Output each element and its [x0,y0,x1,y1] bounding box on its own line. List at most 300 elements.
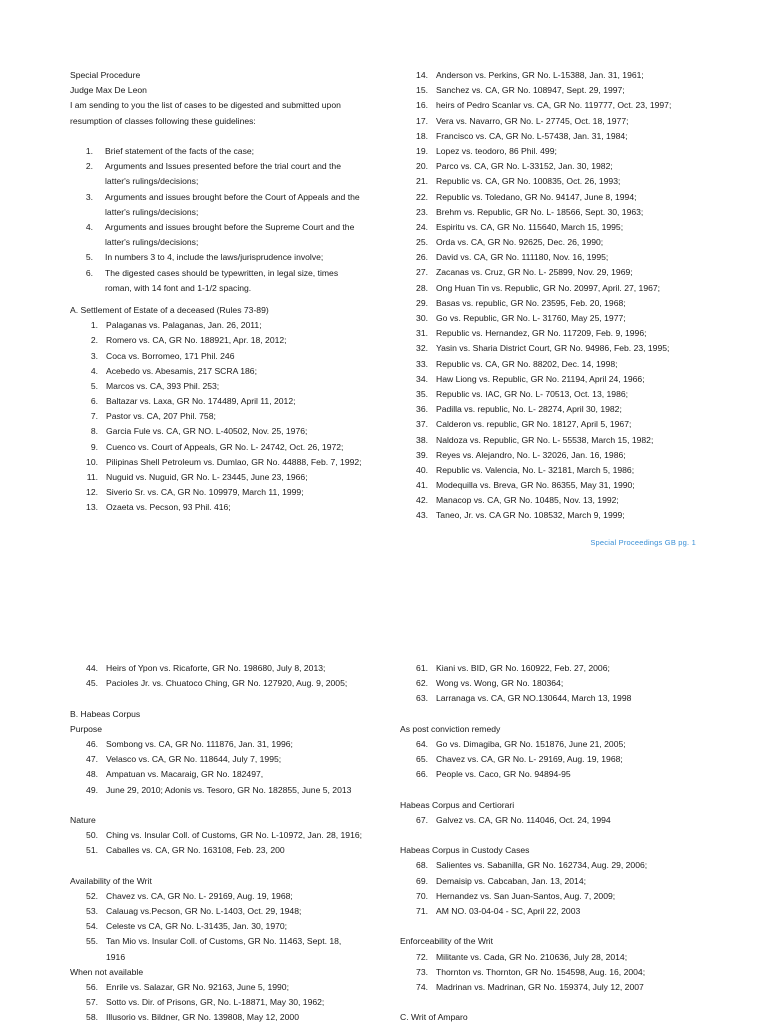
list-item [400,767,730,782]
item-text [106,980,289,995]
list-item [400,904,730,919]
item-text [436,752,623,767]
list-item [70,266,400,296]
item-text [106,394,296,409]
item-text [436,265,633,280]
list-item [400,190,730,205]
item-text [436,433,653,448]
item-line: Basas vs. republic, GR No. 23595, Feb. 20, 1968; [436,297,626,308]
item-text [105,220,354,250]
item-line: Velasco vs. CA, GR No. 118644, July 7, 1995; [106,754,282,765]
item-number: 55. [86,936,98,947]
item-line: Demaisip vs. Cabcaban, Jan. 13, 2014; [436,875,587,886]
list-item [400,357,730,372]
item-number: 51. [86,845,98,856]
item-line: Republic vs. CA, GR No. 88202, Dec. 14, 1998; [436,358,618,369]
item-number: 73. [416,966,428,977]
item-text [106,843,285,858]
list-item [70,1010,400,1025]
item-number: 47. [86,754,98,765]
item-number: 40. [416,464,428,475]
list-item [400,311,730,326]
list-item [400,478,730,493]
item-line: Padilla vs. republic, No. L- 28274, April 30, 1982; [436,404,622,415]
list-item [400,174,730,189]
list-item [70,394,400,409]
item-line: Republic vs. IAC, GR No. L- 70513, Oct. 13, 1986; [436,388,629,399]
list-item [70,220,400,250]
item-number: 68. [416,860,428,871]
item-text [106,1010,299,1025]
item-number: 24. [416,221,428,232]
item-text [436,813,611,828]
item-line: Cuenco vs. Court of Appeals, GR No. L- 24742, Oct. 26, 1972; [106,441,344,452]
list-item [400,737,730,752]
document-header [70,68,400,129]
item-number: 15. [416,85,428,96]
item-text [106,440,343,455]
item-text [436,889,615,904]
item-line: Caballes vs. CA, GR No. 163108, Feb. 23, 200 [106,845,285,856]
item-line: latter's rulings/decisions; [105,176,199,187]
item-number: 5. [90,380,98,391]
list-item [70,934,400,964]
item-text [436,387,628,402]
item-number: 1. [85,146,93,156]
item-text [105,250,323,265]
item-text [436,159,613,174]
list-item [400,433,730,448]
item-number: 63. [416,693,428,704]
list-item [70,333,400,348]
subheading-custody: Habeas Corpus in Custody Cases [400,845,530,856]
item-text [106,455,362,470]
list-item [400,889,730,904]
item-line: People vs. Caco, GR No. 94894-95 [436,769,571,780]
item-number: 7. [90,411,98,422]
item-text [106,995,324,1010]
item-line: Calderon vs. republic, GR No. 18127, April 5, 1967; [436,419,632,430]
list-item [70,767,400,782]
item-text [436,174,620,189]
list-item [400,220,730,235]
item-number: 46. [86,738,98,749]
item-number: 13. [86,502,98,513]
item-text [436,478,635,493]
item-number: 11. [86,472,98,483]
course-title: Special Procedure [70,70,141,80]
list-item [70,661,400,676]
item-number: 42. [416,495,428,506]
list-item [70,980,400,995]
item-line: Palaganas vs. Palaganas, Jan. 26, 2011; [106,320,262,331]
list-item [400,402,730,417]
item-number: 26. [416,252,428,263]
item-number: 52. [86,890,98,901]
list-item [400,296,730,311]
item-text [436,83,625,98]
item-line: Haw Liong vs. Republic, GR No. 21194, April 24, 1966; [436,373,645,384]
item-text [106,828,362,843]
item-line: Lopez vs. teodoro, 86 Phil. 499; [436,145,557,156]
item-text [436,129,628,144]
item-line: Arguments and Issues presented before the trial court and the [105,161,341,172]
list-item [400,950,730,965]
item-number: 61. [416,663,428,673]
item-line: Sotto vs. Dir. of Prisons, GR, No. L-18871, May 30, 1962; [106,997,325,1008]
item-text [436,950,627,965]
subheading-post-conviction: As post conviction remedy [400,723,501,734]
list-item [400,68,730,83]
list-item [400,417,730,432]
item-line: latter's rulings/decisions; [105,237,199,248]
list-item [70,737,400,752]
subheading-enforceability: Enforceability of the Writ [400,936,493,947]
item-line: In numbers 3 to 4, include the laws/jurisprudence involve; [105,252,324,263]
item-line: Francisco vs. CA, GR No. L-57438, Jan. 31, 1984; [436,130,628,141]
list-item [70,485,400,500]
list-item [400,980,730,995]
item-line: Kiani vs. BID, GR No. 160922, Feb. 27, 2006; [436,663,610,673]
item-number: 58. [86,1012,98,1023]
item-number: 12. [86,487,98,498]
item-text [105,159,341,189]
item-text [436,402,622,417]
item-text [436,463,634,478]
item-text [436,372,645,387]
item-line: Illusorio vs. Bildner, GR No. 139808, May 12, 2000 [106,1012,299,1023]
item-text [436,98,671,113]
item-text [436,114,629,129]
item-line: Pacioles Jr. vs. Chuatoco Ching, GR No. 127920, Aug. 9, 2005; [106,678,348,689]
list-item [70,250,400,265]
item-text [106,318,262,333]
list-item [400,448,730,463]
item-line: June 29, 2010; Adonis vs. Tesoro, GR No. 182855, June 5, 2013 [106,784,352,795]
item-number: 74. [416,982,428,992]
item-line: Salientes vs. Sabanilla, GR No. 162734, Aug. 29, 2006; [436,860,648,871]
item-number: 35. [416,388,428,399]
item-number: 56. [86,982,98,993]
item-line: Orda vs. CA, GR No. 92625, Dec. 26, 1990; [436,237,604,248]
instruction-line: resumption of classes following these guidelines: [70,115,256,126]
list-item [70,919,400,934]
item-number: 34. [416,373,428,384]
item-number: 2. [85,161,93,172]
list-item [70,379,400,394]
item-line: Nuguid vs. Nuguid, GR No. L- 23445, June 23, 1966; [106,472,308,483]
item-text [105,190,360,220]
item-line: Baltazar vs. Laxa, GR No. 174489, April 11, 2012; [106,396,296,407]
item-text [106,379,219,394]
item-number: 57. [86,997,98,1008]
item-number: 4. [85,221,93,232]
item-text [436,493,619,508]
item-text [436,737,626,752]
item-line: Republic vs. Hernandez, GR No. 117209, Feb. 9, 1996; [436,328,647,339]
list-item [400,341,730,356]
list-item [400,874,730,889]
item-number: 69. [416,875,428,886]
item-text [106,934,341,964]
item-number: 31. [416,328,428,339]
item-number: 54. [86,921,98,932]
item-text [436,341,669,356]
item-text [436,508,625,523]
list-item [70,440,400,455]
item-line: Larranaga vs. CA, GR NO.130644, March 13, 1998 [436,693,632,704]
item-line: Parco vs. CA, GR No. L-33152, Jan. 30, 1982; [436,161,613,172]
list-item [400,326,730,341]
section-a-heading: A. Settlement of Estate of a deceased (Rules 73-89) [70,304,269,315]
item-text [436,965,645,980]
item-line: Arguments and issues brought before the Court of Appeals and the [105,191,360,202]
list-item [70,843,400,858]
case-list [400,950,730,996]
item-line: Republic vs. CA, GR No. 100835, Oct. 26, 1993; [436,176,621,187]
item-line: Madrinan vs. Madrinan, GR No. 159374, July 12, 2007 [436,982,644,992]
list-item [400,691,730,706]
list-item [70,995,400,1010]
section-b-heading: B. Habeas Corpus [70,708,141,719]
item-line: Sombong vs. CA, GR No. 111876, Jan. 31, 1996; [106,738,293,749]
item-number: 64. [416,738,428,749]
item-number: 62. [416,678,428,689]
item-number: 16. [416,100,428,111]
list-item [70,144,400,159]
item-line: Heirs of Ypon vs. Ricaforte, GR No. 198680, July 8, 2013; [106,663,326,673]
item-line: Thornton vs. Thornton, GR No. 154598, Aug. 16, 2004; [436,966,646,977]
item-line: Vera vs. Navarro, GR No. L- 27745, Oct. 18, 1977; [436,115,629,126]
list-item [400,508,730,523]
list-item [400,661,730,676]
item-number: 28. [416,282,428,293]
item-number: 2. [90,335,98,346]
item-line: Acebedo vs. Abesamis, 217 SCRA 186; [106,365,257,376]
list-item [400,144,730,159]
item-line: Celeste vs CA, GR No. L-31435, Jan. 30, 1970; [106,921,288,932]
list-item [400,281,730,296]
item-number: 37. [416,419,428,430]
item-line: Brehm vs. Republic, GR No. L- 18566, Sept. 30, 1963; [436,206,644,217]
list-item [400,205,730,220]
list-item [70,318,400,333]
item-line: Wong vs. Wong, GR No. 180364; [436,678,564,689]
page2-right-column [400,661,730,1026]
item-text [106,919,287,934]
item-line: Manacop vs. CA, GR No. 10485, Nov. 13, 1992; [436,495,619,506]
item-line: Chavez vs. CA, GR No. L- 29169, Aug. 19, 1968; [106,890,293,901]
item-text [436,250,608,265]
item-text [106,333,287,348]
item-text [436,874,586,889]
case-list [400,737,730,783]
list-item [400,387,730,402]
list-item [70,159,400,189]
item-text [106,737,293,752]
item-text [106,409,216,424]
list-item [400,372,730,387]
item-line: Go vs. Republic, GR No. L- 31760, May 25, 1977; [436,313,626,323]
list-item [70,190,400,220]
item-line: Republic vs. Valencia, No. L- 32181, March 5, 1986; [436,464,635,475]
item-number: 1. [90,320,98,331]
item-number: 20. [416,161,428,172]
item-text [106,783,351,798]
item-number: 3. [90,350,98,361]
item-text [106,424,307,439]
judge-name: Judge Max De Leon [70,85,147,96]
item-number: 27. [416,267,428,278]
item-text [436,691,631,706]
item-line: Ong Huan Tin vs. Republic, GR No. 20997, April. 27, 1967; [436,282,661,293]
subheading-not-available: When not available [70,966,144,977]
list-item [400,493,730,508]
list-item [70,409,400,424]
item-number: 33. [416,358,428,369]
item-line: Chavez vs. CA, GR No. L- 29169, Aug. 19, 1968; [436,754,623,765]
item-line: Romero vs. CA, GR No. 188921, Apr. 18, 2012; [106,335,287,346]
item-number: 45. [86,678,98,689]
item-number: 6. [85,267,93,278]
list-item [70,364,400,379]
item-line: AM NO. 03-04-04 - SC, April 22, 2003 [436,906,581,917]
list-item [400,965,730,980]
item-line: Marcos vs. CA, 393 Phil. 253; [106,380,220,391]
item-text [105,144,254,159]
list-item [70,500,400,515]
subheading-purpose: Purpose [70,723,103,734]
page1-left-column [70,68,400,516]
item-text [106,349,235,364]
item-line: Galvez vs. CA, GR No. 114046, Oct. 24, 1994 [436,814,611,825]
item-line: Naldoza vs. Republic, GR No. L- 55538, March 15, 1982; [436,434,654,445]
item-text [436,858,647,873]
item-line: 1916 [106,951,126,962]
item-text [436,326,647,341]
list-item [70,455,400,470]
item-number: 65. [416,754,428,765]
list-item [70,676,400,691]
item-text [106,661,325,676]
item-text [436,357,618,372]
item-text [436,661,610,676]
list-item [70,424,400,439]
list-item [70,470,400,485]
item-line: Pastor vs. CA, 207 Phil. 758; [106,411,216,422]
item-text [436,144,557,159]
case-list [70,661,400,691]
item-line: Ozaeta vs. Pecson, 93 Phil. 416; [106,502,231,513]
item-line: The digested cases should be typewritten, in legal size, times [105,267,339,278]
item-text [106,767,263,782]
list-item [70,752,400,767]
item-text [436,417,631,432]
list-item [400,114,730,129]
item-number: 19. [416,145,428,156]
item-text [106,904,301,919]
item-line: Zacanas vs. Cruz, GR No. L- 25899, Nov. 29, 1969; [436,267,633,278]
item-text [436,205,643,220]
list-item [400,159,730,174]
list-item [400,265,730,280]
item-number: 48. [86,769,98,780]
item-number: 44. [86,663,98,673]
item-line: Militante vs. Cada, GR No. 210636, July 28, 2014; [436,951,628,962]
item-line: Go vs. Dimagiba, GR No. 151876, June 21, 2005; [436,738,626,749]
item-number: 70. [416,890,428,901]
item-text [436,235,603,250]
page-footer: Special Proceedings GB pg. 1 [590,538,696,547]
item-text [436,281,660,296]
item-number: 30. [416,313,428,323]
item-text [436,190,637,205]
case-list [400,661,730,707]
list-item [400,676,730,691]
list-item [70,783,400,798]
item-line: Coca vs. Borromeo, 171 Phil. 246 [106,350,235,361]
item-line: roman, with 14 font and 1-1/2 spacing. [105,282,252,293]
item-number: 3. [85,191,93,202]
item-number: 39. [416,449,428,460]
item-number: 5. [85,252,93,263]
item-line: Calauag vs.Pecson, GR No. L-1403, Oct. 29, 1948; [106,906,302,917]
item-line: Brief statement of the facts of the case; [105,146,255,156]
page1-right-column [400,68,730,524]
item-line: Espiritu vs. CA, GR No. 115640, March 15, 1995; [436,221,624,232]
item-number: 43. [416,510,428,521]
case-list [70,737,400,798]
item-line: latter's rulings/decisions; [105,206,199,217]
item-text [105,266,338,296]
list-item [70,828,400,843]
item-number: 10. [86,456,98,467]
case-list [70,318,400,515]
item-line: Reyes vs. Alejandro, No. L- 32026, Jan. 16, 1986; [436,449,626,460]
item-text [106,752,281,767]
item-number: 17. [416,115,428,126]
subheading-certiorari: Habeas Corpus and Certiorari [400,799,515,810]
list-item [400,858,730,873]
item-text [436,980,644,995]
item-number: 38. [416,434,428,445]
item-line: Hernandez vs. San Juan-Santos, Aug. 7, 2009; [436,890,616,901]
item-line: Anderson vs. Perkins, GR No. L-15388, Jan. 31, 1961; [436,70,644,80]
item-line: Ching vs. Insular Coll. of Customs, GR No. L-10972, Jan. 28, 1916; [106,830,363,841]
list-item [400,83,730,98]
item-number: 23. [416,206,428,217]
item-number: 50. [86,830,98,841]
item-text [106,676,347,691]
item-number: 9. [90,441,98,452]
subheading-availability: Availability of the Writ [70,875,152,886]
item-number: 29. [416,297,428,308]
list-item [70,904,400,919]
item-line: David vs. CA, GR No. 111180, Nov. 16, 1995; [436,252,609,263]
item-number: 25. [416,237,428,248]
item-number: 36. [416,404,428,415]
item-line: Enrile vs. Salazar, GR No. 92163, June 5, 1990; [106,982,289,993]
guidelines-list [70,144,400,296]
item-text [436,68,644,83]
item-text [106,889,293,904]
item-number: 14. [416,70,428,80]
item-number: 32. [416,343,428,354]
item-number: 21. [416,176,428,187]
list-item [70,889,400,904]
item-line: Sanchez vs. CA, GR No. 108947, Sept. 29, 1997; [436,85,625,96]
page2-left-column [70,661,400,1026]
